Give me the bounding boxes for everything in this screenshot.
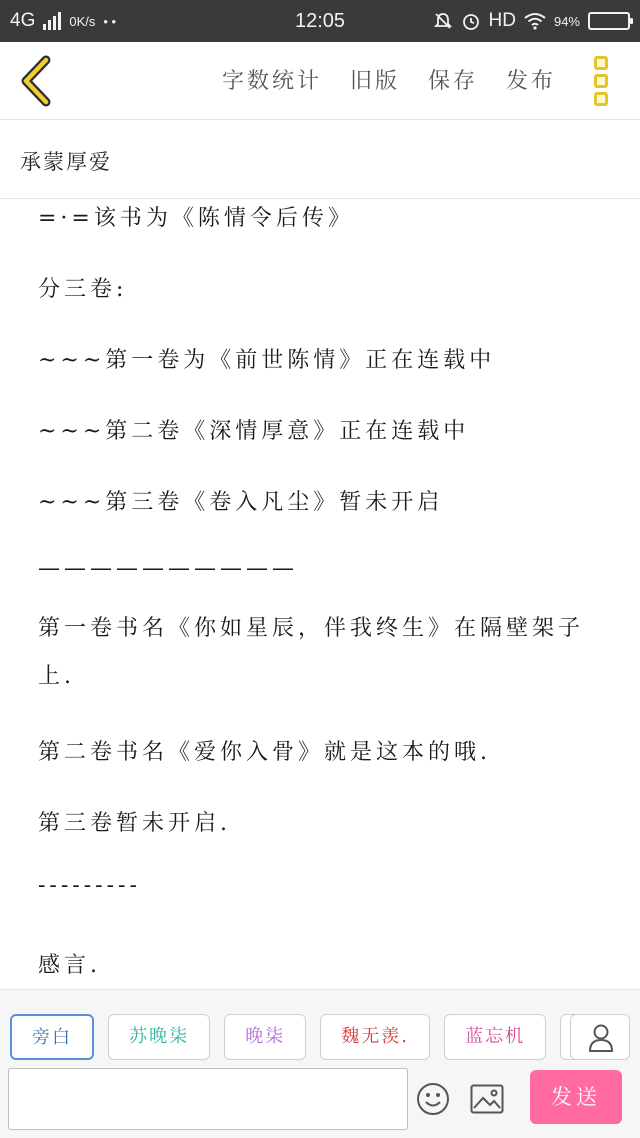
battery-percent: 94% [553,13,580,29]
emoji-button[interactable] [416,1082,450,1116]
content-line: 第一卷书名《你如星辰，伴我终生》在隔壁架子上. [38,616,585,689]
status-bar [0,0,640,42]
more-vertical-icon[interactable] [594,56,614,106]
status-right [433,10,630,32]
role-chip[interactable] [108,1014,210,1060]
character-select-button[interactable] [570,1014,630,1060]
back-button[interactable] [14,54,60,108]
content-line: 分三卷: [38,277,128,302]
word-count-button[interactable]: 字数统计 [221,69,322,94]
content-line: 第二卷书名《爱你入骨》就是这本的哦. [38,740,491,765]
editor-toolbar [0,42,640,120]
editor-content[interactable] [0,199,640,989]
content-line: ~~~第三卷《卷入凡尘》暂未开启 [38,490,444,515]
clock: 12:05 [294,9,346,32]
chevron-left-icon [14,54,60,108]
role-chip-label: 魏无羡. [341,1026,410,1047]
old-version-button[interactable]: 旧版 [349,69,400,94]
save-button[interactable]: 保存 [427,69,478,94]
signal-icon [43,12,61,30]
role-chip-label: 蓝忘机 [465,1026,526,1047]
role-chip[interactable] [320,1014,430,1060]
role-chip[interactable] [10,1014,94,1060]
role-chip-bar[interactable] [10,1014,570,1062]
image-button[interactable] [470,1084,504,1114]
hd-indicator: HD [488,10,516,31]
send-button[interactable]: 发送 [530,1070,622,1124]
message-input[interactable] [8,1068,408,1130]
dash-line: --------- [38,873,141,898]
divider-line: —————————— [38,556,298,581]
publish-button[interactable]: 发布 [505,69,556,94]
content-line: 第三卷暂未开启. [38,811,231,836]
content-line: ~~~第二卷《深情厚意》正在连载中 [38,419,470,444]
alarm-icon [461,11,481,31]
role-chip[interactable] [444,1014,546,1060]
person-icon [588,1023,614,1053]
content-line: =·=该书为《陈情令后传》 [38,206,354,231]
battery-icon [588,12,630,30]
notification-dots: • • [103,13,117,29]
chapter-title: 承蒙厚爱 [20,150,112,174]
content-line: 感言. [38,953,101,978]
mute-icon [433,11,453,31]
network-speed: 0K/s [69,13,96,29]
role-chip-label: 晚柒 [245,1026,286,1047]
network-type: 4G [10,10,36,31]
role-chip[interactable] [224,1014,306,1060]
content-line: ~~~第一卷为《前世陈情》正在连载中 [38,348,496,373]
status-left [10,10,116,32]
role-chip-label: 旁白 [32,1027,72,1048]
wifi-icon [524,12,546,30]
emoji-icon [416,1082,450,1116]
image-icon [470,1084,504,1114]
title-field[interactable] [0,120,640,199]
toolbar-actions [222,64,556,95]
composer-panel [0,989,640,1138]
role-chip-label: 苏晚柒 [129,1026,190,1047]
